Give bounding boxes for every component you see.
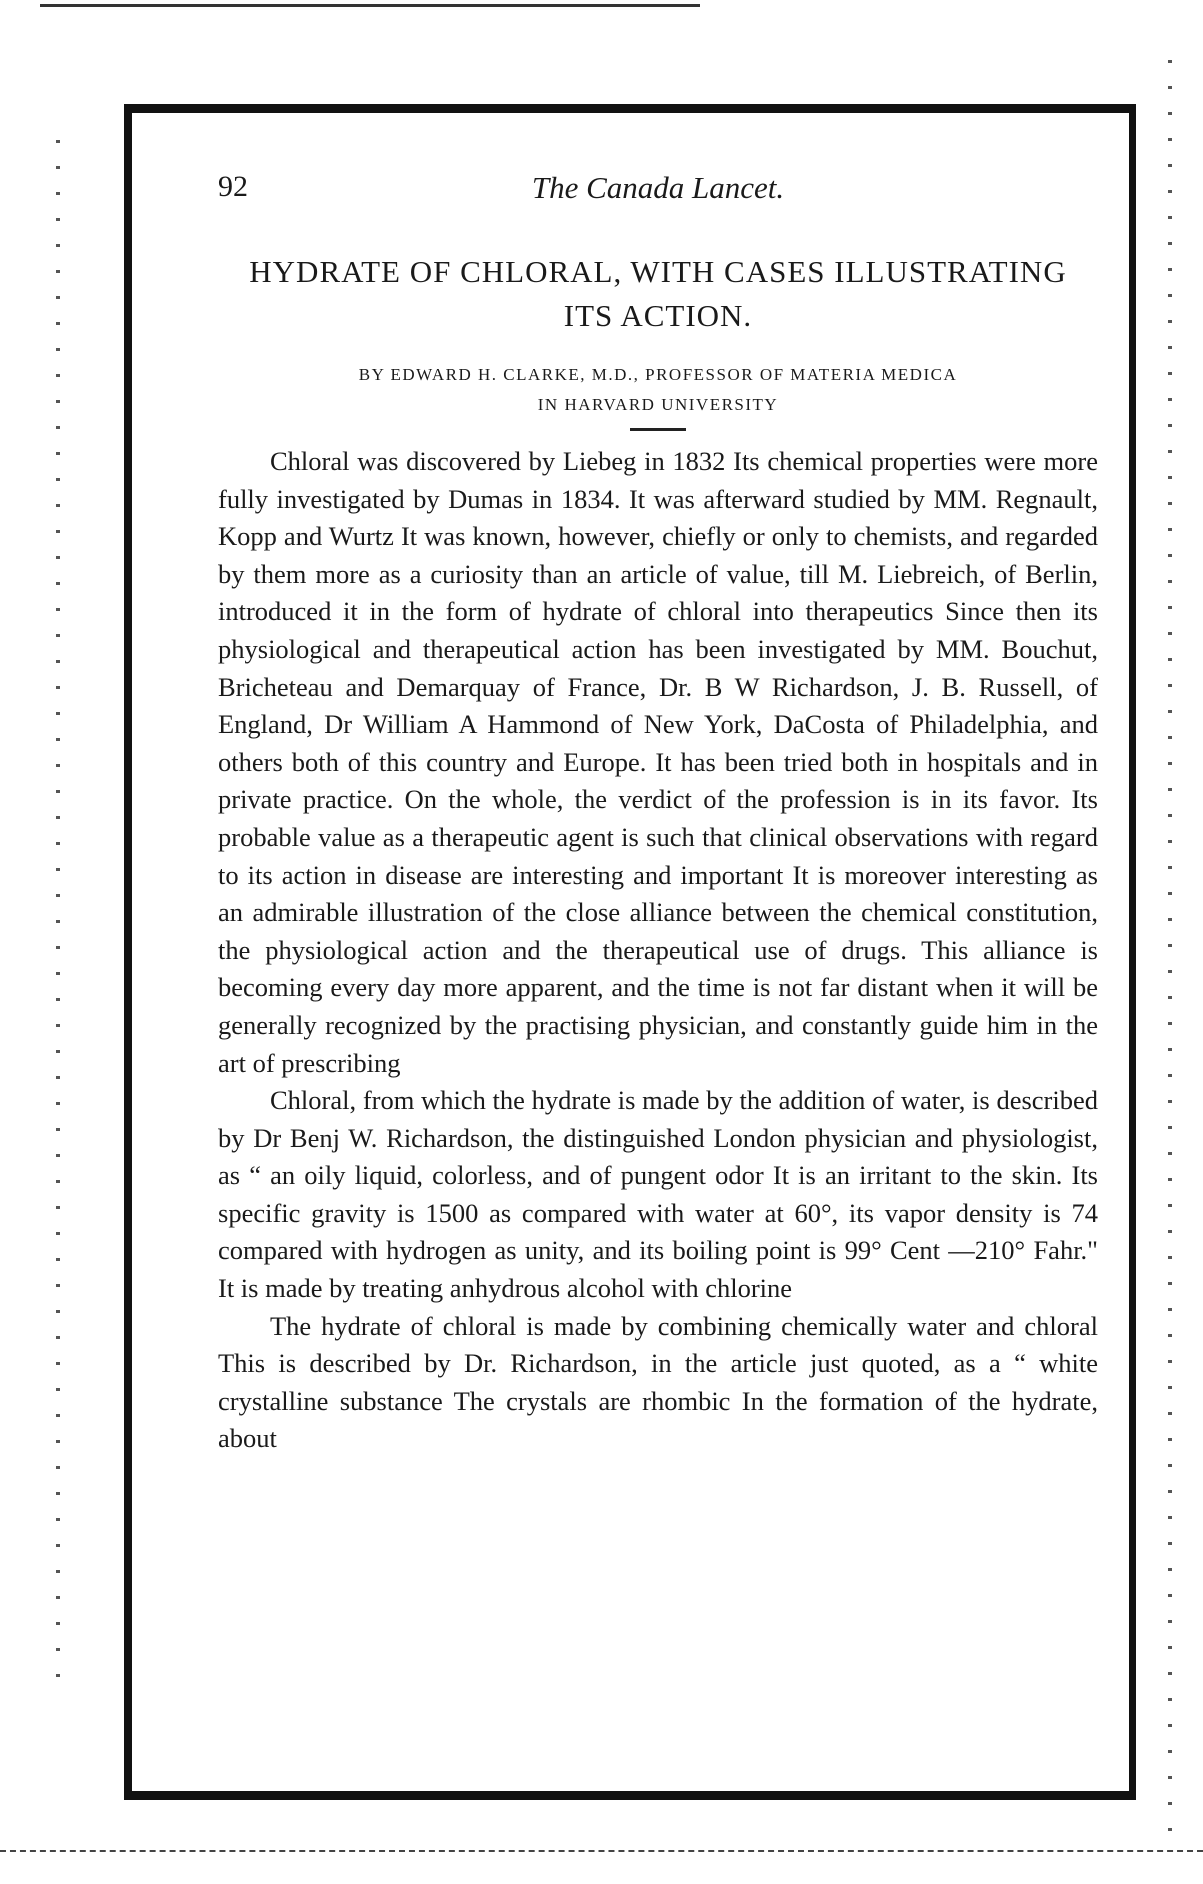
byline-line-2: IN HARVARD UNIVERSITY: [537, 395, 779, 414]
article-title: [218, 250, 1098, 338]
journal-title: The Canada Lancet.: [531, 170, 785, 205]
page-number: 92: [218, 170, 248, 203]
page-content: [218, 160, 1098, 1458]
right-margin-specks: [1168, 60, 1172, 1840]
running-head: [218, 160, 1098, 220]
title-divider: [630, 428, 686, 431]
byline-line-1: BY EDWARD H. CLARKE, M.D., PROFESSOR OF MATERIA MEDICA: [358, 365, 958, 384]
left-margin-specks: [56, 140, 60, 1700]
article-byline: [218, 360, 1098, 420]
body-paragraph: The hydrate of chloral is made by combining chemically water and chloral This is described by Dr. Richardson, in the article just quoted, as a “ white crystalline substance The crystals are rhombic In the formation of the hydrate, about: [218, 1310, 1098, 1454]
article-title-line-1: HYDRATE OF CHLORAL, WITH CASES ILLUSTRATING: [249, 254, 1067, 289]
body-paragraph: Chloral, from which the hydrate is made by the addition of water, is described by Dr Benj W. Richardson, the distinguished London physician and physiologist, as “ an oily liquid, colorless, and of pungent odor It is an irritant to the skin. Its specific gravity is 1500 as compared with water at 60°, its vapor density is 74 compared with hydrogen as unity, and its boiling point is 99° Cent —210° Fahr." It is made by treating anhydrous alcohol with chlorine: [218, 1085, 1098, 1304]
article-title-line-2: ITS ACTION.: [563, 298, 753, 333]
scan-edge-rule: [40, 4, 700, 7]
body-paragraph: Chloral was discovered by Liebeg in 1832 Its chemical properties were more fully investigated by Dumas in 1834. It was afterward studied by MM. Regnault, Kopp and Wurtz It was known, however, chiefly or only to chemists, and regarded by them more as a curiosity than an article of value, till M. Liebreich, of Berlin, introduced it in the form of hydrate of chloral into therapeutics Since then its physiological and therapeutical action has been investigated by MM. Bouchut, Bricheteau and Demarquay of France, Dr. B W Richardson, J. B. Russell, of England, Dr William A Hammond of New York, DaCosta of Philadelphia, and others both of this country and Europe. It has been tried both in hospitals and in private practice. On the whole, the verdict of the profession is in its favor. Its probable value as a therapeutic agent is such that clinical observations with regard to its action in disease are interesting and important It is moreover interesting as an admirable illustration of the close alliance between the chemical constitution, the physiological action and the therapeutical use of drugs. This alliance is becoming every day more apparent, and the time is not far distant when it will be generally recognized by the practising physician, and constantly guide him in the art of prescribing: [218, 446, 1098, 1078]
bottom-scan-marks: [0, 1850, 1203, 1862]
